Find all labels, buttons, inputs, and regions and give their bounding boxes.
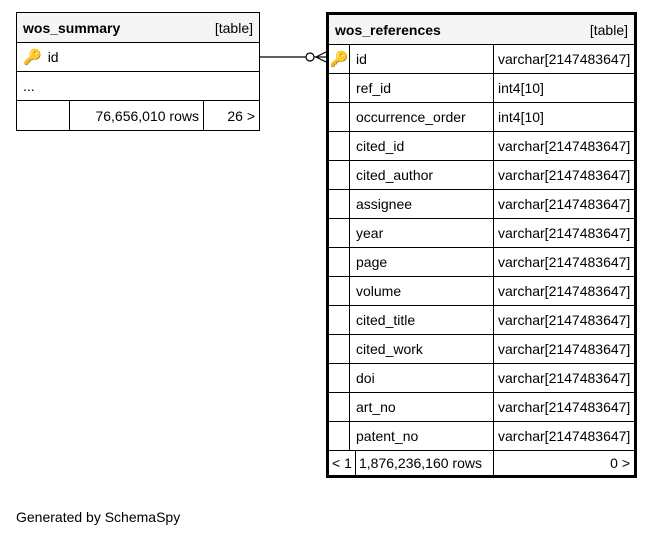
column-row-cited-title	[329, 306, 634, 335]
children-count[interactable]: 0 >	[610, 455, 630, 471]
row-count: 1,876,236,160 rows	[356, 451, 494, 475]
table-kind: [table]	[214, 19, 253, 36]
column-name: cited_id	[350, 132, 494, 160]
key-gutter	[329, 364, 350, 392]
column-name: id	[47, 49, 59, 65]
column-row-patent-no	[329, 422, 634, 451]
column-name: art_no	[350, 393, 494, 421]
column-row-doi	[329, 364, 634, 393]
column-row-cited-author	[329, 161, 634, 190]
table-header	[329, 15, 634, 45]
row-count: 76,656,010 rows	[70, 101, 204, 130]
key-gutter	[329, 219, 350, 247]
column-row-volume	[329, 277, 634, 306]
column-type: varchar[2147483647]	[498, 225, 631, 241]
column-type: varchar[2147483647]	[498, 167, 631, 183]
table-name[interactable]: wos_references	[335, 21, 441, 38]
column-type: varchar[2147483647]	[498, 51, 631, 67]
parents-count[interactable]: < 1	[329, 451, 356, 475]
generated-by-footer: Generated by SchemaSpy	[16, 509, 181, 525]
ellipsis: ...	[23, 78, 35, 94]
key-gutter	[329, 393, 350, 421]
wos-references-table[interactable]	[326, 12, 637, 478]
column-row-year	[329, 219, 634, 248]
column-name: cited_work	[350, 335, 494, 363]
column-type: varchar[2147483647]	[498, 283, 631, 299]
column-name: occurrence_order	[350, 103, 494, 131]
references-footer-row	[329, 451, 634, 475]
column-row-assignee	[329, 190, 634, 219]
key-gutter	[329, 132, 350, 160]
key-gutter	[329, 161, 350, 189]
column-type: varchar[2147483647]	[498, 341, 631, 357]
column-name: id	[350, 45, 494, 73]
column-list	[329, 45, 634, 451]
key-gutter	[329, 74, 350, 102]
children-count[interactable]: 26 >	[227, 107, 255, 124]
key-gutter	[329, 45, 350, 73]
key-gutter	[329, 103, 350, 131]
column-name: cited_title	[350, 306, 494, 334]
key-gutter	[329, 248, 350, 276]
column-name: volume	[350, 277, 494, 305]
column-type: varchar[2147483647]	[498, 428, 631, 444]
column-type: varchar[2147483647]	[498, 138, 631, 154]
column-type: varchar[2147483647]	[498, 254, 631, 270]
column-name: ref_id	[350, 74, 494, 102]
table-name[interactable]: wos_summary	[23, 19, 121, 36]
table-kind: [table]	[589, 21, 628, 38]
key-icon: 🔑	[23, 49, 42, 66]
column-type: varchar[2147483647]	[498, 196, 631, 212]
key-icon: 🔑	[329, 51, 349, 68]
column-type: int4[10]	[498, 109, 544, 125]
column-type: varchar[2147483647]	[498, 312, 631, 328]
key-gutter	[329, 277, 350, 305]
column-type: int4[10]	[498, 80, 544, 96]
key-gutter	[329, 306, 350, 334]
column-row-ref-id	[329, 74, 634, 103]
column-row-occurrence-order	[329, 103, 634, 132]
key-gutter	[329, 335, 350, 363]
column-name: doi	[350, 364, 494, 392]
column-row-id	[329, 45, 634, 74]
column-name: patent_no	[350, 422, 494, 450]
key-gutter	[329, 422, 350, 450]
column-type: varchar[2147483647]	[498, 370, 631, 386]
column-row-cited-work	[329, 335, 634, 364]
column-row-art-no	[329, 393, 634, 422]
column-row-cited-id	[329, 132, 634, 161]
column-name: page	[350, 248, 494, 276]
column-row-page	[329, 248, 634, 277]
column-name: year	[350, 219, 494, 247]
column-name: assignee	[350, 190, 494, 218]
column-type: varchar[2147483647]	[498, 399, 631, 415]
key-gutter	[329, 190, 350, 218]
column-name: cited_author	[350, 161, 494, 189]
